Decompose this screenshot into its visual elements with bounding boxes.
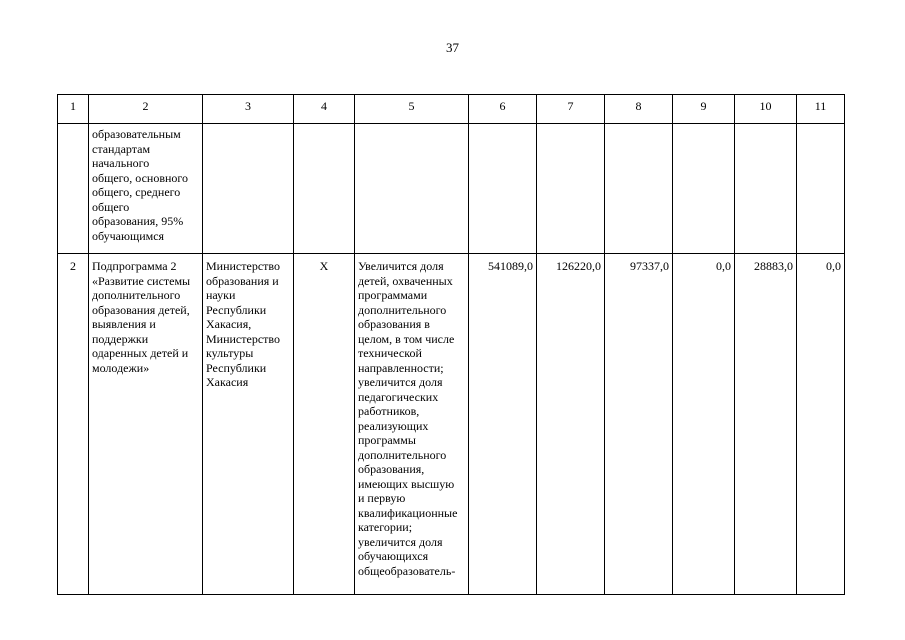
table-cell	[735, 124, 797, 254]
table-cell	[673, 124, 735, 254]
header-row	[58, 95, 845, 124]
row-number: 2	[58, 254, 89, 595]
col4-mark: Х	[294, 254, 355, 595]
header-cell: 4	[294, 95, 355, 124]
table-cell	[355, 124, 469, 254]
value-col9: 0,0	[673, 254, 735, 595]
value-col10: 28883,0	[735, 254, 797, 595]
header-cell: 9	[673, 95, 735, 124]
value-col6: 541089,0	[469, 254, 537, 595]
table-cell	[797, 124, 845, 254]
header-cell: 11	[797, 95, 845, 124]
table-cell	[605, 124, 673, 254]
program-table	[57, 94, 845, 595]
table-row-subprogram-2	[58, 254, 845, 595]
continued-goal-text: образовательным стандартам начального общего, основного общего, среднего общего образования, 95% обучающимся	[89, 124, 203, 254]
table-cell	[469, 124, 537, 254]
value-col7: 126220,0	[537, 254, 605, 595]
header-cell: 2	[89, 95, 203, 124]
header-cell: 7	[537, 95, 605, 124]
header-cell: 5	[355, 95, 469, 124]
value-col11: 0,0	[797, 254, 845, 595]
page-number: 37	[446, 40, 459, 55]
value-col8: 97337,0	[605, 254, 673, 595]
executor-text: Министерство образования и науки Республики Хакасия, Министерство культуры Республики Хакасия	[203, 254, 294, 595]
expected-result-text: Увеличится доля детей, охваченных программами дополнительного образования в целом, в том числе технической направленности; увеличится доля педагогических работников, реализующих программы дополнительного образования, имеющих высшую и первую квалификационные категории; увеличится доля обучающихся общеобразователь-	[355, 254, 469, 595]
header-cell: 1	[58, 95, 89, 124]
table-cell	[203, 124, 294, 254]
header-cell: 3	[203, 95, 294, 124]
header-cell: 6	[469, 95, 537, 124]
header-cell: 10	[735, 95, 797, 124]
header-cell: 8	[605, 95, 673, 124]
table-cell	[58, 124, 89, 254]
table-cell	[294, 124, 355, 254]
table-row-continued	[58, 124, 845, 254]
subprogram-name: Подпрограмма 2 «Развитие системы дополнительного образования детей, выявления и поддержки одаренных детей и молодежи»	[89, 254, 203, 595]
table-cell	[537, 124, 605, 254]
